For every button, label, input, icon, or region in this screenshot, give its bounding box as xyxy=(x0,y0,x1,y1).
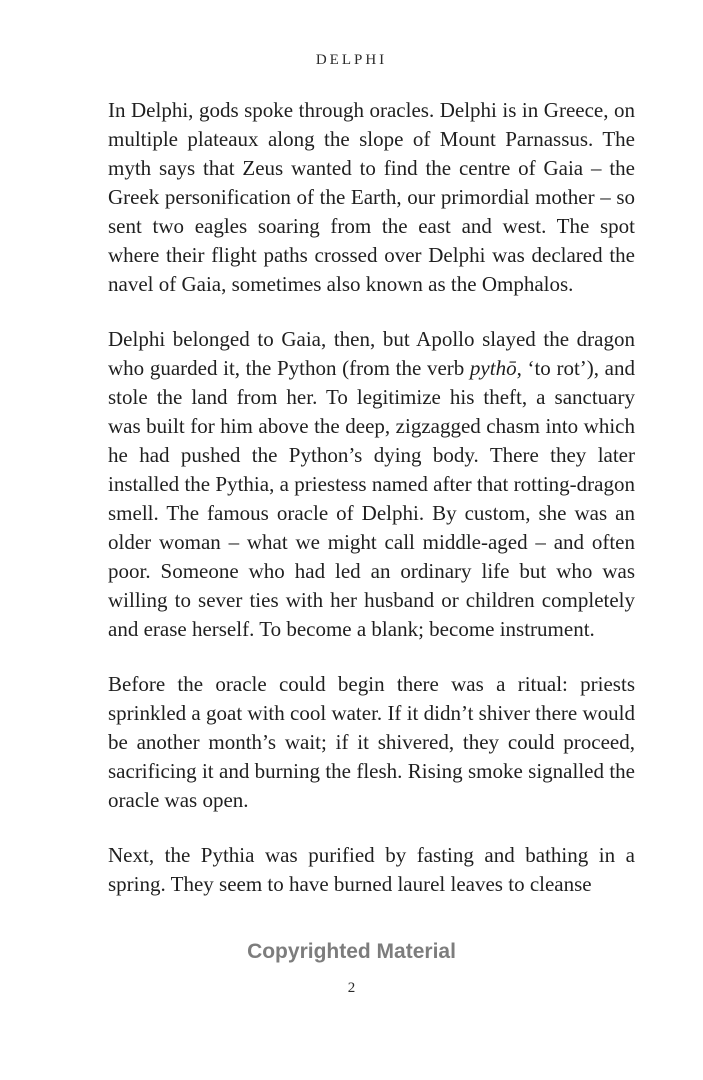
paragraph-3: Before the oracle could begin there was a ritual: priests sprinkled a goat with cool water. If it didn’t shiver there would be another month’s wait; if it shivered, they could proceed, sacrificing it and burning the flesh. Rising smoke signalled the oracle was open. xyxy=(108,672,635,812)
paragraph-2-text-after: , ‘to rot’), and stole the land from her. To legitimize his theft, a sanctuary was built for him above the deep, zigzagged chasm into which he had pushed the Python’s dying body. There they later installed the Pythia, a priestess named after that rotting-dragon smell. The famous oracle of Delphi. By custom, she was an older woman – what we might call middle-aged – and often poor. Someone who had led an ordinary life but who was willing to sever ties with her husband or children completely and erase herself. To become a blank; become instrument. xyxy=(108,356,636,641)
body-text xyxy=(108,96,635,899)
paragraph-1: In Delphi, gods spoke through oracles. Delphi is in Greece, on multiple plateaux along the slope of Mount Parnassus. The myth says that Zeus wanted to find the centre of Gaia – the Greek personification of the Earth, our primordial mother – so sent two eagles soaring from the east and west. The spot where their flight paths crossed over Delphi was declared the navel of Gaia, sometimes also known as the Omphalos. xyxy=(108,98,635,296)
paragraph-2 xyxy=(108,325,635,644)
paragraph-4: Next, the Pythia was purified by fasting and bathing in a spring. They seem to have burned laurel leaves to cleanse xyxy=(108,843,635,896)
running-head: DELPHI xyxy=(315,52,388,68)
page-number: 2 xyxy=(347,980,356,996)
copyright-watermark: Copyrighted Material xyxy=(247,940,456,963)
paragraph-2-text-before: Delphi belonged to Gaia, then, but Apollo slayed the dragon who guarded it, the Python (from the verb xyxy=(108,327,635,380)
italic-term-pytho: pythō xyxy=(469,356,517,380)
